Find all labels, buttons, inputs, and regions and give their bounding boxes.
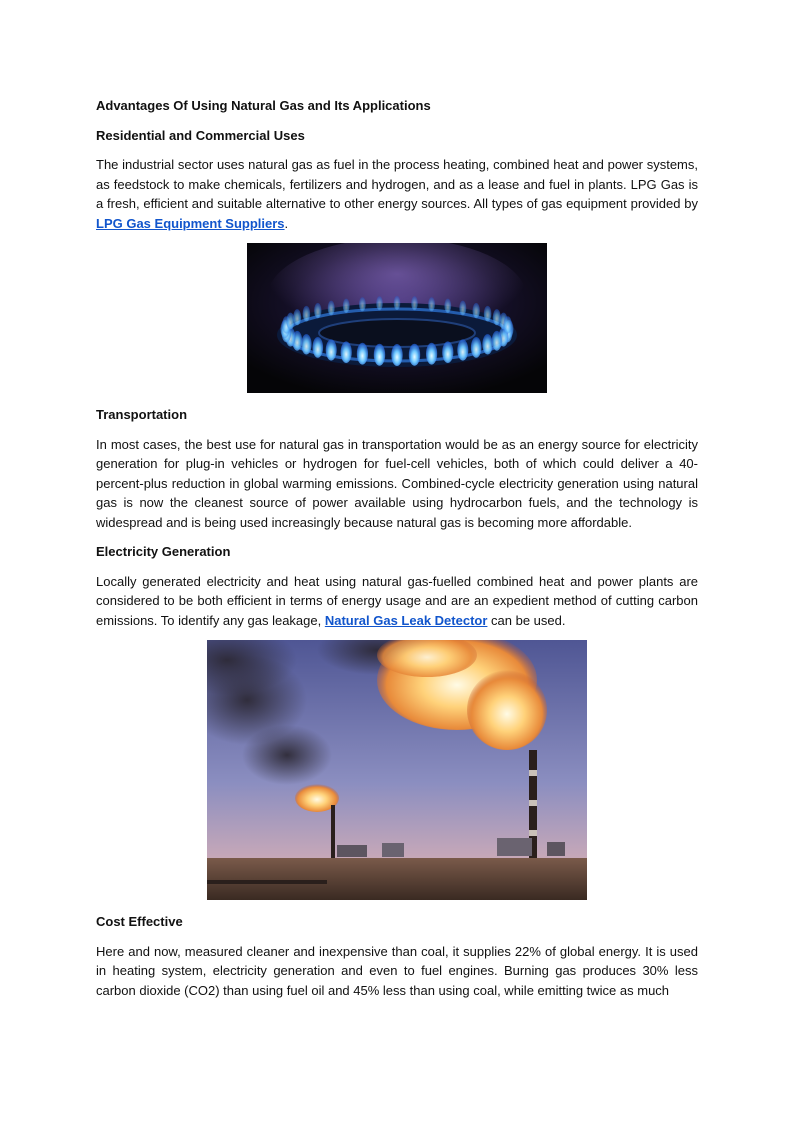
burner-flame-jet <box>484 306 492 322</box>
burner-flame-jet <box>426 343 437 365</box>
gas-burner-flame-image <box>247 243 547 393</box>
section-heading-residential: Residential and Commercial Uses <box>96 127 305 143</box>
burner-flame-jet <box>411 296 418 310</box>
burner-flame-jet <box>457 339 468 360</box>
burner-flame-jet <box>444 299 451 313</box>
burner-flame-jet <box>409 344 420 366</box>
burner-flame-jet <box>301 334 311 354</box>
burner-flame-jet <box>492 331 502 351</box>
section-paragraph-residential <box>96 155 698 233</box>
paragraph-text: Locally generated electricity and heat using natural gas-fuelled combined heat and power plants are considered to be both efficient in terms of energy usage and are an expedient method of cutting carbon emissions. To identify any gas leakage, <box>96 573 698 628</box>
burner-flame-jet <box>303 306 311 322</box>
document-title: Advantages Of Using Natural Gas and Its Applications <box>96 98 431 113</box>
burner-flame-jet <box>343 299 350 313</box>
section-paragraph-cost-effective: Here and now, measured cleaner and inexpensive than coal, it supplies 22% of global energy. It is used in heating system, electricity generation and even to fuel engines. Burning gas produces 30% less carbon dioxide (CO2) than using fuel oil and 45% less than using coal, while emitting twice as much <box>96 943 698 998</box>
burner-flame-jet <box>503 316 512 333</box>
gas-flare-stacks-image <box>207 640 587 900</box>
section-heading-cost-effective: Cost Effective <box>96 914 183 929</box>
burner-flame-jet <box>391 344 402 366</box>
paragraph-text-end: . <box>284 215 289 231</box>
paragraph-text: The industrial sector uses natural gas as fuel in the process heating, combined heat and power systems, as feedstock to make chemicals, fertilizers and hydrogen, and as a lease and fuel in plants. LPG Gas is a fresh, efficient and suitable alternative to other energy sources. All types of gas equipment provided by <box>96 157 698 211</box>
document-body <box>96 96 698 1010</box>
burner-flame-jet <box>341 341 352 363</box>
burner-flame-jet <box>471 337 482 358</box>
section-paragraph-transportation: In most cases, the best use for natural gas in transportation would be as an energy source for electricity generation for plug-in vehicles or hydrogen for fuel-cell vehicles, both of which could deliver a 40-percent-plus reduction in global warming emissions. Combined-cycle electricity generation using natural gas is now the cleanest source of power available using hydrocarbon fuels, and the technology is widespread and is being used increasingly because natural gas is becoming more affordable. <box>96 436 698 530</box>
section-paragraph-electricity <box>96 572 698 631</box>
burner-flame-jet <box>357 343 368 365</box>
section-heading-electricity: Electricity Generation <box>96 544 231 559</box>
burner-flame-jet <box>394 296 401 310</box>
burner-flame-jet <box>313 337 324 358</box>
burner-flame-jet <box>473 303 480 318</box>
burner-flame-jet <box>326 339 337 360</box>
burner-flame-jet <box>442 341 453 363</box>
burner-flame-jet <box>376 296 383 310</box>
burner-flame-jet <box>374 344 385 366</box>
lpg-gas-equipment-suppliers-link[interactable]: LPG Gas Equipment Suppliers <box>96 215 285 231</box>
burner-flame-jet <box>359 297 366 311</box>
burner-flame-jet <box>459 301 466 316</box>
natural-gas-leak-detector-link[interactable]: Natural Gas Leak Detector <box>324 612 488 628</box>
burner-flame-jet <box>328 301 335 316</box>
section-heading-transportation: Transportation <box>96 407 188 422</box>
burner-flame-jet <box>482 334 492 354</box>
burner-flame-jet <box>293 309 301 325</box>
paragraph-text-end: can be used. <box>487 612 566 628</box>
burner-flame-jet <box>314 303 321 318</box>
burner-flame-jet <box>428 297 435 311</box>
